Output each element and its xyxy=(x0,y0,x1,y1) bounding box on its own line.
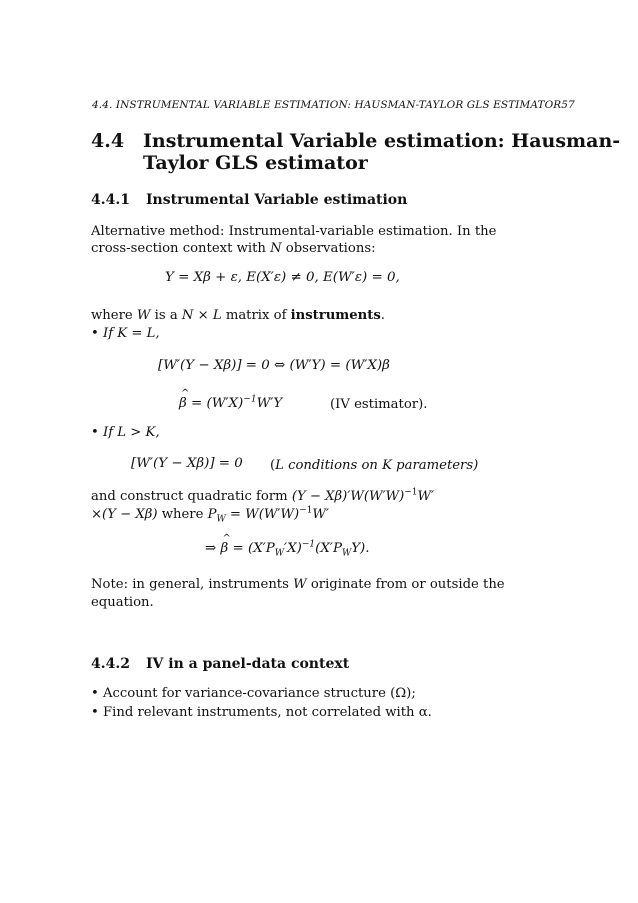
eq5-sub2: W xyxy=(341,548,352,559)
case-2-text: If L > K, xyxy=(103,425,160,440)
conditions-note xyxy=(270,456,478,476)
intro-line-2-post: observations: xyxy=(281,241,376,256)
quad-pre: and construct quadratic form xyxy=(91,489,292,504)
subsection-title-2 xyxy=(91,656,349,672)
list-item-text: Account for variance-covariance structure (Ω); xyxy=(103,686,416,701)
iv-estimator-note: (IV estimator). xyxy=(330,397,428,412)
eq5-sub1: W xyxy=(274,548,285,559)
list-item xyxy=(91,684,416,704)
quad2-pw: P xyxy=(207,507,217,522)
equation-moment-condition-2: [W′(Y − Xβ)] = 0 xyxy=(131,456,243,471)
eq5-rest1: = (X′P xyxy=(228,541,275,556)
case-1-text: If K = L, xyxy=(103,326,160,341)
beta-hat: ^ β xyxy=(179,396,187,411)
case-l-greater-k xyxy=(91,423,160,443)
where-end: . xyxy=(380,308,385,323)
bullet-icon: • xyxy=(91,425,99,440)
subsection-title-1-text: Instrumental Variable estimation xyxy=(146,192,408,208)
equation-model: Y = Xβ + ε, E(X′ε) ≠ 0, E(W′ε) = 0, xyxy=(165,270,400,285)
list-item-text: Find relevant instruments, not correlated with α. xyxy=(103,705,432,720)
instruments-definition xyxy=(91,306,385,326)
eq5-rest4: Y). xyxy=(351,541,370,556)
note-pre: Note: in general, instruments xyxy=(91,577,294,592)
note-line-1 xyxy=(91,575,505,595)
implies-icon: ⇒ xyxy=(205,541,221,556)
eq3-rhs: = (W′X) xyxy=(186,396,244,411)
running-header xyxy=(92,99,575,111)
eq5-rest3: (X′P xyxy=(315,541,342,556)
subsection-title-2-text: IV in a panel-data context xyxy=(146,656,350,672)
quad2-pw-sub: W xyxy=(216,514,226,525)
page-number: 57 xyxy=(561,99,575,111)
bullet-icon: • xyxy=(91,326,99,341)
eq3-sup: −1 xyxy=(243,394,257,405)
running-header-text: 4.4. INSTRUMENTAL VARIABLE ESTIMATION: HAUSMAN-TAYLOR GLS ESTIMATOR xyxy=(92,99,562,111)
section-title-line2: Taylor GLS estimator xyxy=(143,152,368,174)
quadratic-form-line-2 xyxy=(91,505,329,525)
where-pre: where xyxy=(91,308,137,323)
note-line-2: equation. xyxy=(91,595,154,610)
subsection-number-1: 4.4.1 xyxy=(91,192,130,208)
section-title xyxy=(91,128,620,154)
where-mid: is a xyxy=(150,308,182,323)
quad-math: (Y − Xβ)′W(W′W) xyxy=(291,489,405,504)
equation-gmm-estimator xyxy=(205,539,370,559)
bullet-icon: • xyxy=(91,686,99,701)
eq3-end: W′Y xyxy=(256,396,283,411)
quad2-sup: −1 xyxy=(299,505,313,516)
equation-moment-condition: [W′(Y − Xβ)] = 0 ⇔ (W′Y) = (W′X)β xyxy=(158,358,390,373)
where-var: W xyxy=(136,308,151,323)
where-dim: N × L xyxy=(181,308,222,323)
quad-sup: −1 xyxy=(404,487,418,498)
conditions-note-pre: ( xyxy=(270,458,276,473)
quad2-mid: where xyxy=(157,507,208,522)
quad2-rest: = W(W′W) xyxy=(225,507,300,522)
beta-hat-2: ^ β xyxy=(220,541,228,556)
intro-line-2 xyxy=(91,239,376,259)
case-k-equals-l xyxy=(91,324,160,344)
eq5-rest2: ′X) xyxy=(284,541,302,556)
where-mid2: matrix of xyxy=(221,308,291,323)
quad2-end: W′ xyxy=(312,507,329,522)
section-number: 4.4 xyxy=(91,130,125,152)
note-var: W xyxy=(293,577,307,592)
subsection-number-2: 4.4.2 xyxy=(91,656,130,672)
bullet-icon: • xyxy=(91,705,99,720)
section-title-line1: Instrumental Variable estimation: Hausman- xyxy=(143,130,621,152)
quad2-math: ×(Y − Xβ) xyxy=(91,507,158,522)
eq5-sup: −1 xyxy=(301,539,316,550)
equation-iv-estimator xyxy=(179,396,282,411)
list-item xyxy=(91,703,432,723)
quad-end: W′ xyxy=(417,489,435,504)
note-post: originate from or outside the xyxy=(306,577,505,592)
instruments-bold: instruments xyxy=(290,308,381,323)
subsection-title-1 xyxy=(91,192,407,208)
conditions-note-text: L conditions on K parameters) xyxy=(275,458,479,473)
intro-line-1: Alternative method: Instrumental-variable estimation. In the xyxy=(91,224,497,239)
quadratic-form-line-1 xyxy=(91,487,434,507)
intro-line-2-pre: cross-section context with xyxy=(91,241,271,256)
intro-line-2-var: N xyxy=(270,241,282,256)
